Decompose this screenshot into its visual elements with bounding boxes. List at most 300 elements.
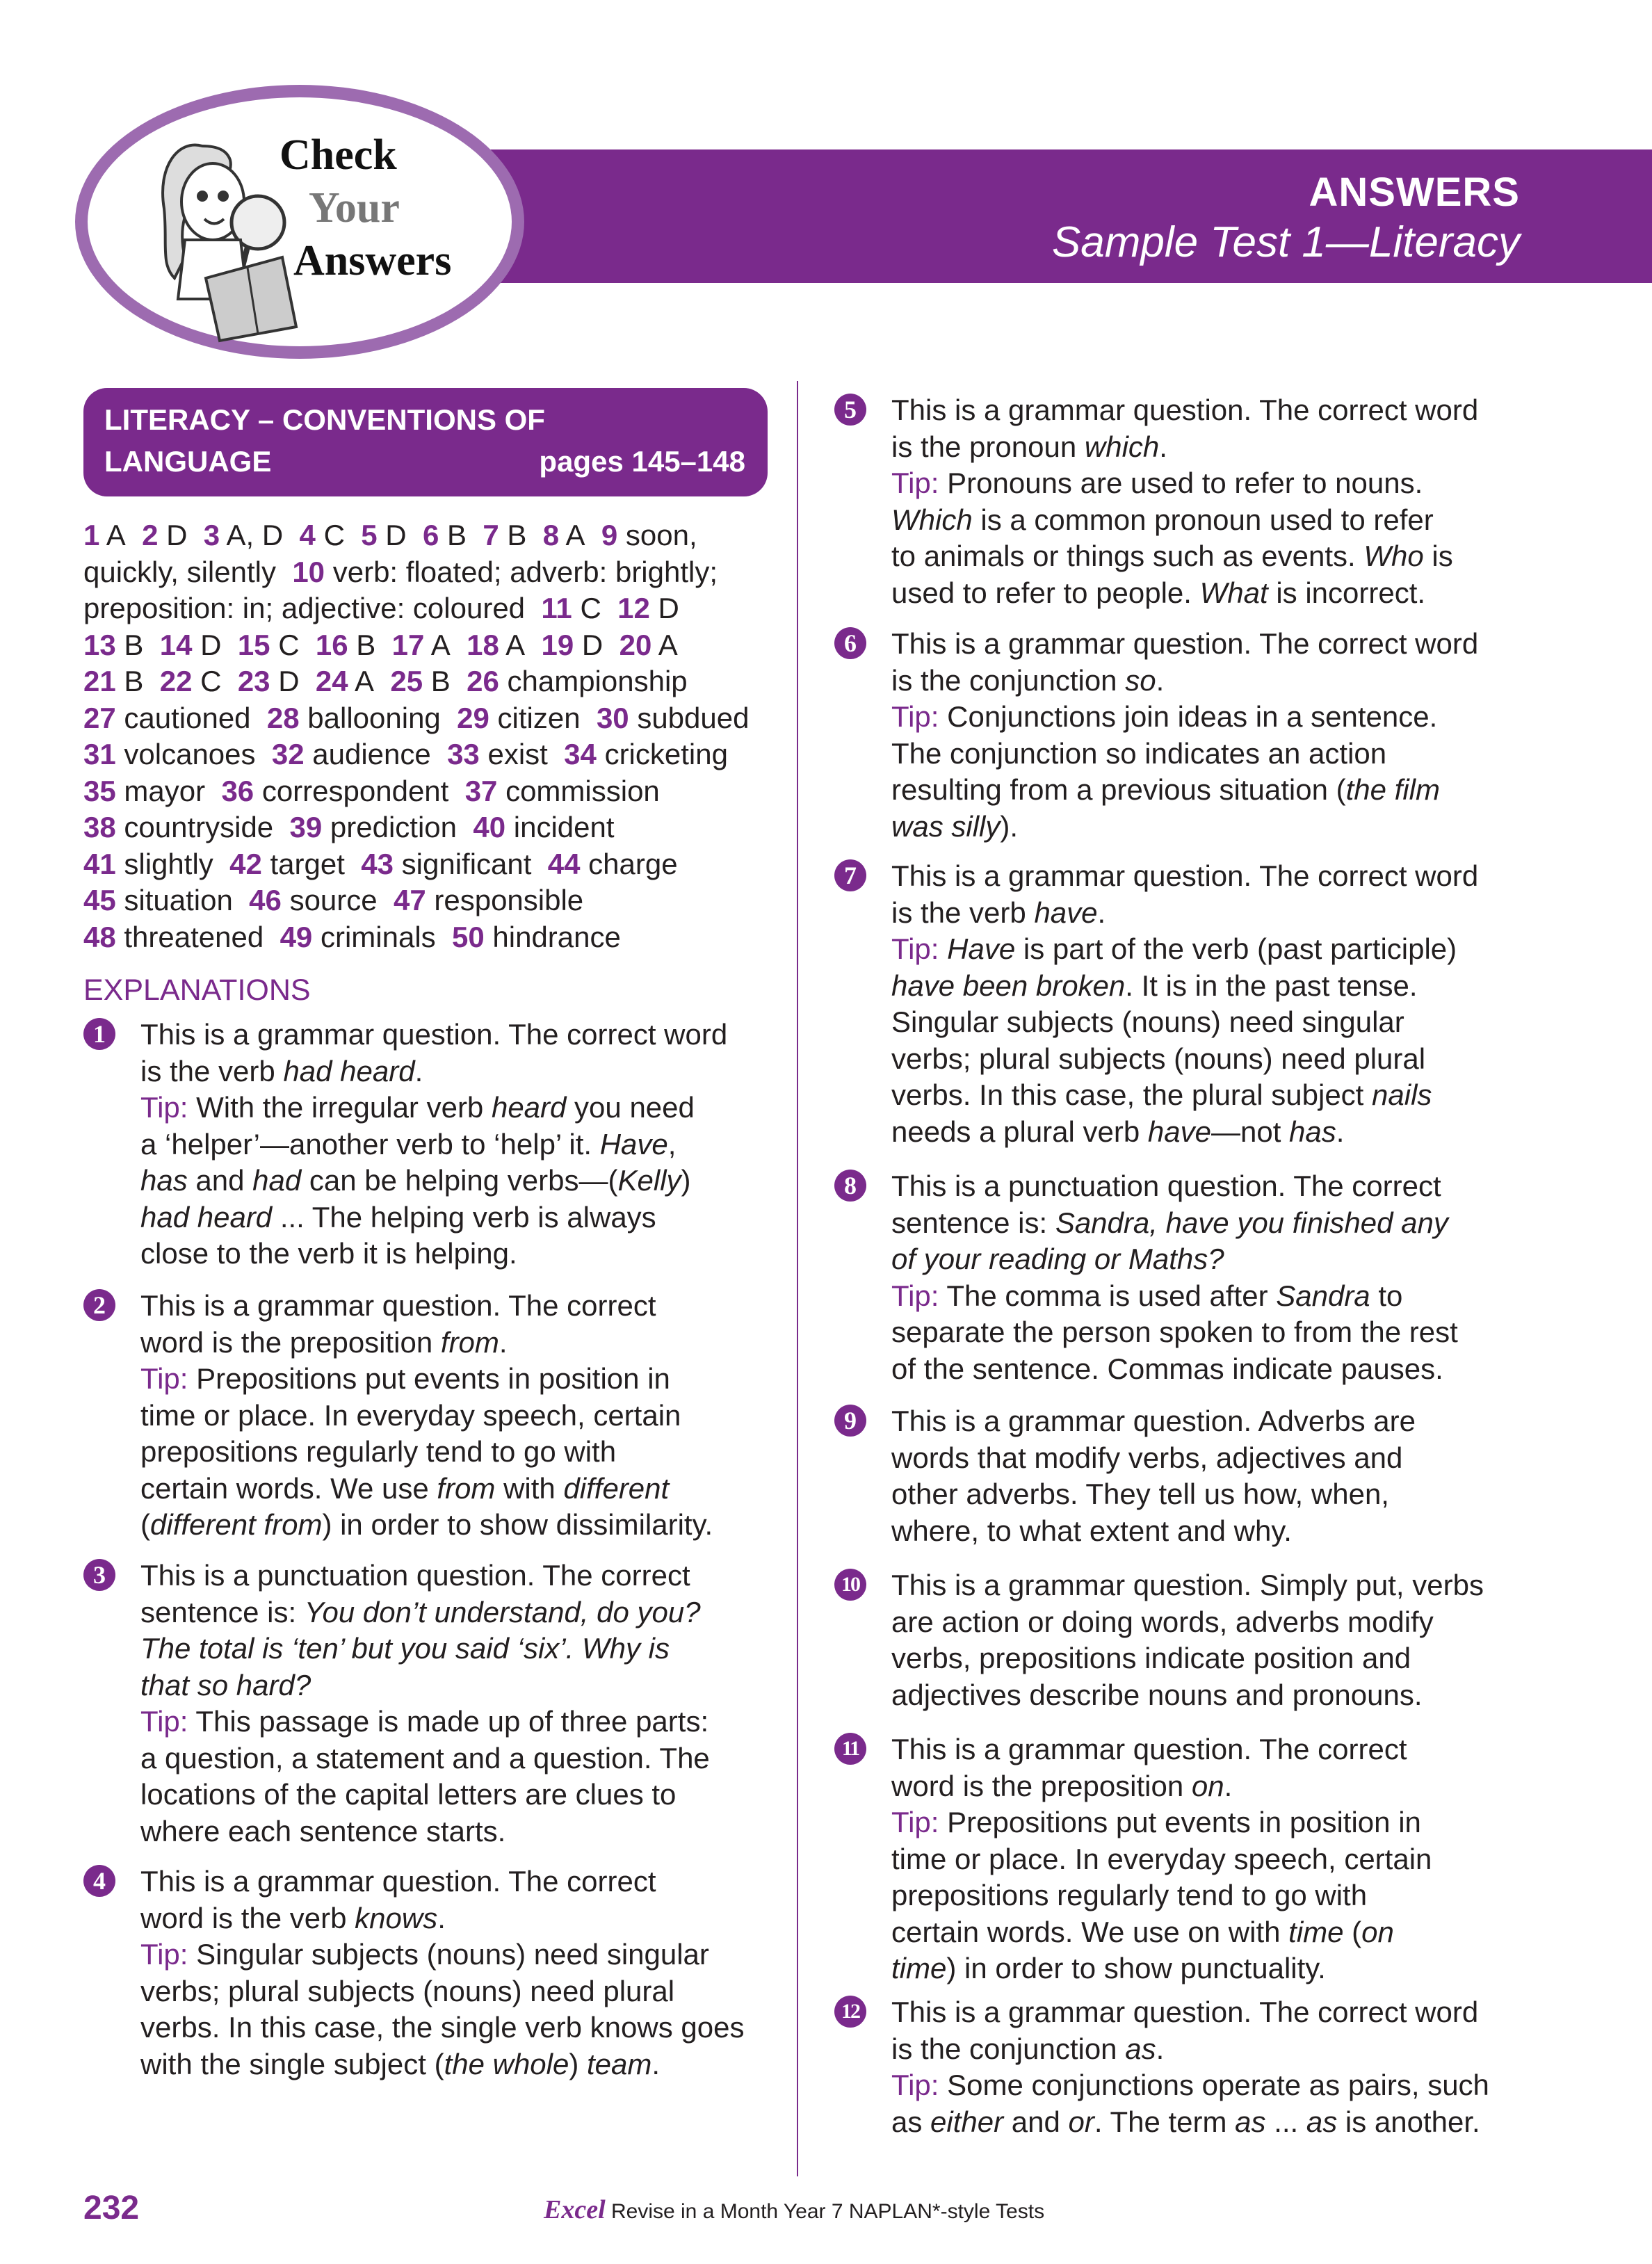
explanation-text: Prepositions put events in position in: [939, 1806, 1421, 1838]
explanation-line: [891, 1768, 1232, 1805]
answer-line: [83, 700, 772, 737]
explanation-text: is incorrect.: [1268, 576, 1426, 609]
explanation-line: [140, 1090, 695, 1126]
explanation-line: [140, 1017, 727, 1053]
answer-value: cautioned: [124, 701, 251, 734]
answer-number: 17: [391, 628, 425, 661]
answer-value: prediction: [330, 811, 457, 843]
answer-value: A, D: [226, 519, 284, 551]
answer-number: 33: [447, 738, 480, 770]
explanation-line: [891, 2067, 1489, 2104]
explanations-heading: EXPLANATIONS: [83, 973, 311, 1007]
explanation-text: This is a grammar question. The correct word: [140, 1018, 728, 1051]
answer-value: source: [289, 884, 378, 916]
explanation-text: where each sentence starts.: [140, 1814, 506, 1847]
explanation-text: time or place. In everyday speech, certain: [891, 1842, 1432, 1875]
answer-value: responsible: [434, 884, 584, 916]
explanation-line: [140, 1813, 505, 1850]
explanation-number-badge: 10: [834, 1569, 866, 1601]
explanation-text: as: [1306, 2105, 1338, 2138]
logo-text-your: Your: [309, 184, 400, 232]
explanation-text: Sandra, have you finished any: [1055, 1206, 1448, 1239]
answer-number: 22: [159, 665, 193, 697]
explanation-text: and: [187, 1164, 253, 1197]
tip-label: Tip:: [891, 700, 939, 733]
explanation-text: is the conjunction: [891, 2032, 1126, 2065]
explanation-number-badge: 3: [83, 1559, 115, 1591]
explanation-text: This is a grammar question. The correct word: [891, 627, 1479, 660]
explanation-text: on: [1191, 1769, 1224, 1802]
explanation-text: is part of the verb (past participle): [1015, 932, 1457, 965]
explanation-text: This is a grammar question. The correct: [891, 1733, 1407, 1765]
page-number: 232: [83, 2190, 140, 2226]
explanation-text: the whole: [444, 2047, 569, 2080]
explanation-line: [140, 1973, 674, 2010]
explanation-text: is the verb: [891, 896, 1035, 929]
explanation-text: This is a grammar question. The correct word: [891, 394, 1479, 426]
explanation-text: is a common pronoun used to refer: [972, 503, 1434, 536]
explanation-text: are action or doing words, adverbs modify: [891, 1605, 1434, 1638]
explanation-line: [891, 1567, 1484, 1604]
explanation-text: .: [1156, 2032, 1165, 2065]
explanation-text: of the sentence. Commas indicate pauses.: [891, 1352, 1443, 1385]
explanation-text: ): [681, 1164, 691, 1197]
answer-number: 28: [266, 701, 300, 734]
explanation-line: [891, 1914, 1394, 1951]
tip-label: Tip:: [891, 932, 939, 965]
explanation-line: [140, 1936, 709, 1973]
answer-number: 8: [542, 519, 560, 551]
answer-number: 31: [83, 738, 116, 770]
explanation-text: verbs; plural subjects (nouns) need plural: [891, 1042, 1426, 1075]
answer-line: [83, 517, 772, 554]
explanation-text: time: [1288, 1915, 1344, 1948]
explanation-line: [891, 502, 1434, 539]
explanation-line: [891, 772, 1440, 809]
explanation-text: The total is ‘ten’ but you said ‘six’. Why is: [140, 1632, 670, 1665]
answer-number: 45: [83, 884, 116, 916]
explanation-line: [140, 1900, 446, 1937]
footer-title: Revise in a Month Year 7 NAPLAN*-style Tests: [610, 2200, 1045, 2223]
explanation-text: Kelly: [617, 1164, 681, 1197]
explanation-text: has: [140, 1164, 188, 1197]
explanation-text: sentence is:: [140, 1595, 305, 1628]
answer-value: A: [505, 628, 526, 661]
explanation-text: different: [563, 1471, 670, 1505]
explanation-text: Have: [599, 1127, 668, 1161]
answer-value: ballooning: [307, 701, 441, 734]
explanation-text: .: [1156, 663, 1165, 697]
answer-value: citizen: [497, 701, 581, 734]
explanation-line: [140, 1053, 423, 1090]
explanation-text: This is a grammar question. The correct word: [891, 859, 1479, 892]
explanation-line: [891, 1114, 1344, 1151]
explanation-line: [140, 1507, 713, 1544]
explanation-text: . It is in the past tense.: [1125, 969, 1418, 1002]
explanation-text: have been broken: [891, 969, 1126, 1002]
answer-value: A: [565, 519, 585, 551]
explanation-text: a ‘helper’—another verb to ‘help’ it.: [140, 1127, 600, 1161]
explanation-text: This is a grammar question. Adverbs are: [891, 1405, 1416, 1437]
header-banner: [389, 149, 1652, 283]
answer-line: [83, 663, 772, 700]
answer-value: threatened: [124, 920, 264, 953]
explanation-number-badge: 4: [83, 1865, 115, 1897]
explanation-number-badge: 7: [834, 859, 866, 891]
tip-label: Tip:: [891, 1806, 939, 1838]
explanation-line: [140, 1777, 676, 1813]
explanation-line: [891, 1241, 1224, 1278]
answer-value: verb: floated; adverb: brightly;: [332, 555, 718, 588]
explanation-line: [891, 1351, 1443, 1388]
explanation-text: to animals or things such as events.: [891, 540, 1364, 572]
explanation-text: as: [1235, 2105, 1266, 2138]
explanation-line: [891, 2104, 1480, 2141]
explanation-number-badge: 11: [834, 1733, 866, 1765]
explanation-line: [140, 1740, 710, 1777]
answer-number: 21: [83, 665, 116, 697]
answer-value: situation: [124, 884, 233, 916]
explanation-text: either: [930, 2105, 1004, 2138]
explanation-line: [891, 1041, 1425, 1078]
answer-number: 49: [280, 920, 313, 953]
explanation-line: [891, 1513, 1292, 1550]
explanation-text: time or place. In everyday speech, certain: [140, 1398, 681, 1432]
answer-value: significant: [401, 847, 532, 880]
explanation-line: [891, 1877, 1367, 1914]
explanation-text: and: [1003, 2105, 1069, 2138]
explanation-text: ).: [1000, 809, 1019, 843]
explanation-line: [891, 1205, 1448, 1242]
answer-number: 46: [249, 884, 282, 916]
explanation-text: prepositions regularly tend to go with: [891, 1879, 1368, 1911]
logo-text-check: Check: [280, 131, 397, 179]
answer-number: 29: [457, 701, 489, 734]
answer-value: D: [581, 628, 604, 661]
answer-value: countryside: [124, 811, 274, 843]
explanation-text: You don’t understand, do you?: [304, 1595, 701, 1628]
explanation-text: With the irregular verb: [188, 1091, 492, 1124]
explanation-text: used to refer to people.: [891, 576, 1200, 609]
explanation-line: [140, 1434, 616, 1471]
explanation-text: Singular subjects (nouns) need singular: [891, 1005, 1404, 1038]
explanation-text: ,: [667, 1127, 677, 1161]
answer-number: 38: [83, 811, 116, 843]
explanation-text: ...: [1265, 2105, 1306, 2138]
answer-line: [83, 554, 772, 591]
explanation-line: [891, 1731, 1407, 1768]
answer-value: A: [658, 628, 678, 661]
explanation-text: from: [440, 1325, 499, 1359]
explanation-line: [891, 626, 1478, 663]
explanation-text: had: [252, 1164, 302, 1197]
answer-line: [83, 627, 772, 664]
explanation-number-badge: 2: [83, 1289, 115, 1321]
explanation-line: [891, 1077, 1432, 1114]
answer-value: C: [200, 665, 222, 697]
explanation-line: [891, 2031, 1164, 2068]
answer-number: 10: [292, 555, 325, 588]
explanation-line: [140, 1398, 681, 1434]
explanation-line: [891, 1950, 1326, 1987]
answer-value: B: [356, 628, 376, 661]
explanation-text: is the verb: [140, 1054, 284, 1087]
explanation-text: This passage is made up of three parts:: [188, 1705, 709, 1738]
explanation-text: This is a grammar question. The correct: [140, 1289, 656, 1322]
explanation-text: heard: [491, 1091, 567, 1124]
answer-number: 35: [83, 774, 116, 807]
answer-value: A: [354, 665, 374, 697]
explanation-text: which: [1084, 430, 1160, 463]
explanation-line: [891, 465, 1423, 502]
explanation-text: Some conjunctions operate as pairs, such: [939, 2069, 1489, 2101]
explanation-text: What: [1199, 576, 1268, 609]
explanation-number-badge: 6: [834, 627, 866, 659]
explanation-text: .: [414, 1054, 423, 1087]
explanation-line: [891, 1168, 1441, 1205]
answer-line: [83, 736, 772, 773]
explanation-text: This is a punctuation question. The correct: [140, 1559, 690, 1592]
answer-number: 43: [361, 847, 394, 880]
explanation-text: that so hard?: [140, 1668, 311, 1701]
explanation-text: This is a grammar question. Simply put, verbs: [891, 1569, 1484, 1601]
explanation-line: [140, 1126, 676, 1163]
answer-line: [83, 919, 772, 956]
answer-number: 48: [83, 920, 116, 953]
explanation-text: time: [891, 1952, 947, 1984]
tip-label: Tip:: [140, 1705, 188, 1738]
answer-value: charge: [588, 847, 678, 880]
explanation-text: where, to what extent and why.: [891, 1514, 1292, 1547]
explanation-number-badge: 12: [834, 1996, 866, 2028]
explanation-text: This is a grammar question. The correct word: [891, 1996, 1479, 2028]
explanation-line: [891, 1440, 1402, 1477]
section-title-line2: LANGUAGE: [104, 445, 272, 478]
answer-number: 1: [83, 519, 100, 551]
answer-number: 20: [619, 628, 652, 661]
explanation-text: Have: [947, 932, 1016, 965]
answer-value: commission: [505, 774, 660, 807]
explanation-line: [140, 1236, 517, 1272]
explanation-line: [140, 2046, 660, 2083]
explanation-number-badge: 5: [834, 394, 866, 426]
answer-value: C: [580, 592, 601, 624]
answer-number: 4: [299, 519, 316, 551]
explanation-number-badge: 8: [834, 1170, 866, 1202]
answer-value: B: [124, 665, 144, 697]
answer-number: 2: [142, 519, 159, 551]
explanation-text: locations of the capital letters are clues to: [140, 1778, 677, 1811]
answer-number: 9: [601, 519, 618, 551]
section-header: [83, 388, 768, 496]
explanation-text: have: [1147, 1115, 1211, 1148]
explanation-line: [140, 1667, 311, 1704]
answer-line: [83, 846, 772, 883]
answer-value: quickly, silently: [83, 555, 276, 588]
explanation-line: [891, 429, 1167, 466]
explanation-text: Which: [891, 503, 973, 536]
tip-label: Tip:: [140, 1091, 188, 1124]
explanation-line: [140, 1199, 656, 1236]
answer-number: 16: [315, 628, 348, 661]
explanation-text: Pronouns are used to refer to nouns.: [939, 467, 1423, 499]
answer-value: slightly: [124, 847, 213, 880]
answer-number: 36: [221, 774, 254, 807]
answer-value: D: [200, 628, 222, 661]
explanation-text: has: [1289, 1115, 1336, 1148]
answer-number: 13: [83, 628, 116, 661]
answer-value: C: [278, 628, 300, 661]
page-subtitle: Sample Test 1—Literacy: [1051, 218, 1520, 266]
footer-brand: Excel: [544, 2195, 606, 2224]
answer-value: D: [385, 519, 407, 551]
answer-number: 41: [83, 847, 116, 880]
explanation-line: [891, 895, 1106, 932]
explanation-number-badge: 1: [83, 1018, 115, 1050]
answer-value: hindrance: [492, 920, 621, 953]
answer-line: [83, 590, 772, 627]
section-pages: pages 145–148: [539, 445, 745, 478]
answer-number: 14: [159, 628, 193, 661]
explanation-text: certain words. We use: [140, 1471, 437, 1505]
explanation-text: verbs; plural subjects (nouns) need plural: [140, 1974, 675, 2007]
explanation-text: ): [569, 2047, 588, 2080]
tip-label: Tip:: [891, 467, 939, 499]
tip-label: Tip:: [891, 1279, 939, 1312]
explanation-text: you need: [566, 1091, 695, 1124]
answer-line: [83, 773, 772, 810]
explanation-text: the film: [1345, 773, 1440, 806]
explanation-text: is the pronoun: [891, 430, 1085, 463]
answer-value: preposition: in; adjective: coloured: [83, 592, 526, 624]
explanation-text: team: [587, 2047, 652, 2080]
answer-number: 23: [237, 665, 270, 697]
answer-number: 6: [422, 519, 439, 551]
explanation-number-badge: 9: [834, 1405, 866, 1437]
answer-number: 40: [473, 811, 506, 843]
answer-number: 50: [452, 920, 485, 953]
check-your-answers-logo: [75, 85, 524, 359]
explanation-text: had heard: [283, 1054, 415, 1087]
answer-value: A: [106, 519, 126, 551]
answer-value: criminals: [320, 920, 436, 953]
explanation-line: [891, 1841, 1432, 1878]
section-title-line1: LITERACY – CONVENTIONS OF: [104, 403, 545, 436]
explanation-text: adjectives describe nouns and pronouns.: [891, 1678, 1423, 1711]
explanation-text: different from: [150, 1508, 323, 1541]
explanation-line: [891, 1677, 1423, 1714]
explanation-text: word is the preposition: [140, 1325, 441, 1359]
answer-value: B: [430, 665, 451, 697]
explanation-text: with: [495, 1471, 564, 1505]
explanation-text: words that modify verbs, adjectives and: [891, 1441, 1403, 1474]
explanation-line: [891, 699, 1437, 736]
explanation-text: verbs. In this case, the single verb knows goes: [140, 2011, 745, 2044]
explanation-text: Singular subjects (nouns) need singular: [188, 1938, 709, 1971]
explanation-line: [140, 2010, 744, 2046]
answer-number: 25: [390, 665, 423, 697]
explanation-text: ) in order to show dissimilarity.: [322, 1508, 713, 1541]
explanation-text: Prepositions put events in position in: [188, 1362, 670, 1395]
explanation-line: [140, 1704, 708, 1740]
explanation-text: needs a plural verb: [891, 1115, 1148, 1148]
explanation-text: certain words. We use on with: [891, 1915, 1289, 1948]
tip-label: Tip:: [140, 1938, 188, 1971]
answer-number: 18: [467, 628, 499, 661]
logo-text-answers: Answers: [293, 237, 452, 284]
explanation-text: on: [1361, 1915, 1394, 1948]
answer-line: [83, 809, 772, 846]
explanation-text: of your reading or Maths?: [891, 1243, 1224, 1275]
explanation-text: ) in order to show punctuality.: [946, 1952, 1326, 1984]
explanation-text: word is the preposition: [891, 1769, 1192, 1802]
answer-number: 32: [271, 738, 305, 770]
answer-value: incident: [513, 811, 615, 843]
answer-number: 44: [547, 847, 581, 880]
explanation-text: .: [1097, 896, 1106, 929]
explanation-text: so: [1125, 663, 1156, 697]
explanation-text: ... The helping verb is always: [272, 1200, 656, 1234]
explanation-line: [891, 736, 1386, 773]
answer-value: soon,: [625, 519, 697, 551]
explanation-line: [891, 1804, 1421, 1841]
answer-number: 27: [83, 701, 116, 734]
explanation-text: . The term: [1094, 2105, 1236, 2138]
explanation-text: have: [1034, 896, 1098, 929]
explanation-text: .: [651, 2047, 661, 2080]
answer-value: A: [430, 628, 451, 661]
explanation-text: was silly: [891, 809, 1001, 843]
answer-number: 15: [237, 628, 270, 661]
answer-value: B: [124, 628, 144, 661]
column-divider: [797, 381, 798, 2176]
explanation-line: [140, 1594, 701, 1631]
answer-number: 12: [617, 592, 650, 624]
explanation-line: [140, 1471, 669, 1507]
answer-value: D: [278, 665, 300, 697]
answer-number: 7: [483, 519, 499, 551]
answer-number: 42: [229, 847, 262, 880]
explanation-text: prepositions regularly tend to go with: [140, 1435, 617, 1468]
explanation-text: is: [1423, 540, 1453, 572]
page-title: ANSWERS: [1309, 170, 1520, 215]
explanation-text: sentence is:: [891, 1206, 1055, 1239]
answer-value: C: [323, 519, 345, 551]
explanation-text: to: [1370, 1279, 1403, 1312]
explanation-text: other adverbs. They tell us how, when,: [891, 1478, 1389, 1510]
explanation-line: [891, 1278, 1402, 1315]
answer-number: 30: [596, 701, 629, 734]
explanation-text: separate the person spoken to from the rest: [891, 1316, 1458, 1348]
answer-value: subdued: [637, 701, 750, 734]
answer-number: 39: [289, 811, 323, 843]
answer-number: 37: [464, 774, 498, 807]
footer: [544, 2194, 1044, 2225]
explanation-text: (: [1343, 1915, 1362, 1948]
explanation-line: [140, 1631, 670, 1667]
explanation-line: [891, 931, 1457, 968]
answer-value: B: [507, 519, 527, 551]
explanation-line: [891, 1640, 1411, 1677]
answer-number: 26: [467, 665, 499, 697]
answer-key: [83, 517, 772, 955]
explanation-text: word is the verb: [140, 1901, 355, 1934]
explanation-text: verbs, prepositions indicate position and: [891, 1642, 1411, 1674]
explanation-text: Conjunctions join ideas in a sentence.: [939, 700, 1438, 733]
answer-value: target: [270, 847, 345, 880]
answer-value: cricketing: [604, 738, 728, 770]
explanation-text: .: [1159, 430, 1167, 463]
